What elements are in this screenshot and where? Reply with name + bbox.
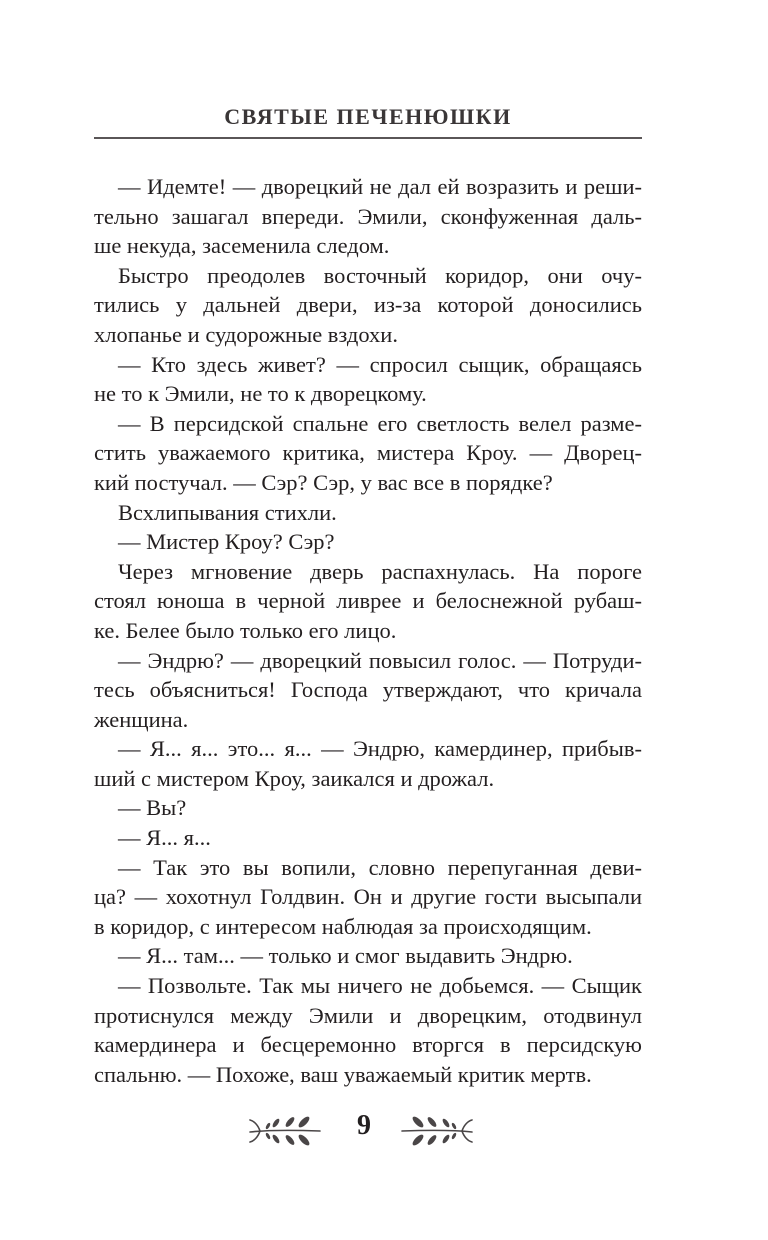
page-number: 9 bbox=[357, 1110, 371, 1141]
text-line: — Кто здесь живет? — спросил сыщик, обращаясь bbox=[118, 351, 642, 377]
text-line: — Я... я... bbox=[118, 825, 211, 851]
text-line: стоял юноша в черной ливрее и белоснежной рубаш- bbox=[94, 588, 642, 614]
leaf-sprig-left-icon bbox=[246, 1108, 324, 1152]
text-line: в коридор, с интересом наблюдая за происходящим. bbox=[94, 913, 592, 939]
text-line: — Я... я... это... я... — Эндрю, камердинер, прибыв- bbox=[118, 736, 642, 762]
paragraph bbox=[94, 646, 642, 735]
text-line: камердинера и бесцеремонно вторгся в персидскую bbox=[94, 1032, 642, 1058]
text-line: не то к Эмили, не то к дворецкому. bbox=[94, 381, 427, 407]
body-text bbox=[94, 172, 642, 1089]
text-line: — В персидской спальне его светлость велел разме- bbox=[118, 410, 642, 436]
paragraph bbox=[94, 557, 642, 646]
leaf-sprig-right-icon bbox=[398, 1108, 476, 1152]
text-line: — Я... там... — только и смог выдавить Эндрю. bbox=[118, 943, 573, 969]
header-rule bbox=[94, 137, 642, 139]
text-line: кий постучал. — Сэр? Сэр, у вас все в порядке? bbox=[94, 469, 553, 495]
paragraph bbox=[94, 853, 642, 942]
paragraph bbox=[94, 941, 642, 971]
text-line: спальню. — Похоже, ваш уважаемый критик мертв. bbox=[94, 1061, 592, 1087]
text-line: — Так это вы вопили, словно перепуганная деви- bbox=[118, 854, 642, 880]
text-line: Быстро преодолев восточный коридор, они очу- bbox=[118, 262, 642, 288]
text-line: тились у дальней двери, из-за которой доносились bbox=[94, 292, 642, 318]
text-line: хлопанье и судорожные вздохи. bbox=[94, 321, 398, 347]
paragraph bbox=[94, 498, 642, 528]
page-footer bbox=[0, 1108, 768, 1158]
text-line: женщина. bbox=[94, 706, 189, 732]
running-title: СВЯТЫЕ ПЕЧЕНЮШКИ bbox=[224, 104, 512, 129]
text-line: — Мистер Кроу? Сэр? bbox=[118, 529, 335, 555]
text-line: — Эндрю? — дворецкий повысил голос. — Потруди- bbox=[118, 647, 642, 673]
text-line: — Вы? bbox=[118, 795, 187, 821]
paragraph bbox=[94, 823, 642, 853]
text-line: тельно зашагал впереди. Эмили, сконфуженная даль- bbox=[94, 203, 642, 229]
text-line: ца? — хохотнул Голдвин. Он и другие гости высыпали bbox=[94, 884, 642, 910]
paragraph bbox=[94, 350, 642, 409]
paragraph bbox=[94, 261, 642, 350]
paragraph bbox=[94, 971, 642, 1089]
text-line: ке. Белее было только его лицо. bbox=[94, 617, 397, 643]
paragraph bbox=[94, 793, 642, 823]
paragraph bbox=[94, 409, 642, 498]
paragraph bbox=[94, 527, 642, 557]
text-line: ше некуда, засеменила следом. bbox=[94, 233, 390, 259]
text-line: Всхлипывания стихли. bbox=[118, 499, 337, 525]
paragraph bbox=[94, 734, 642, 793]
text-line: — Идемте! — дворецкий не дал ей возразить и реши- bbox=[118, 174, 642, 199]
text-line: тесь объясниться! Господа утверждают, что кричала bbox=[94, 677, 642, 703]
text-line: — Позвольте. Так мы ничего не добьемся. — Сыщик bbox=[118, 973, 642, 999]
text-line: стить уважаемого критика, мистера Кроу. — Дворец- bbox=[94, 440, 642, 466]
paragraph bbox=[94, 172, 642, 261]
text-line: Через мгновение дверь распахнулась. На пороге bbox=[118, 558, 642, 584]
text-line: протиснулся между Эмили и дворецким, отодвинул bbox=[94, 1002, 642, 1028]
text-line: ший с мистером Кроу, заикался и дрожал. bbox=[94, 765, 495, 791]
